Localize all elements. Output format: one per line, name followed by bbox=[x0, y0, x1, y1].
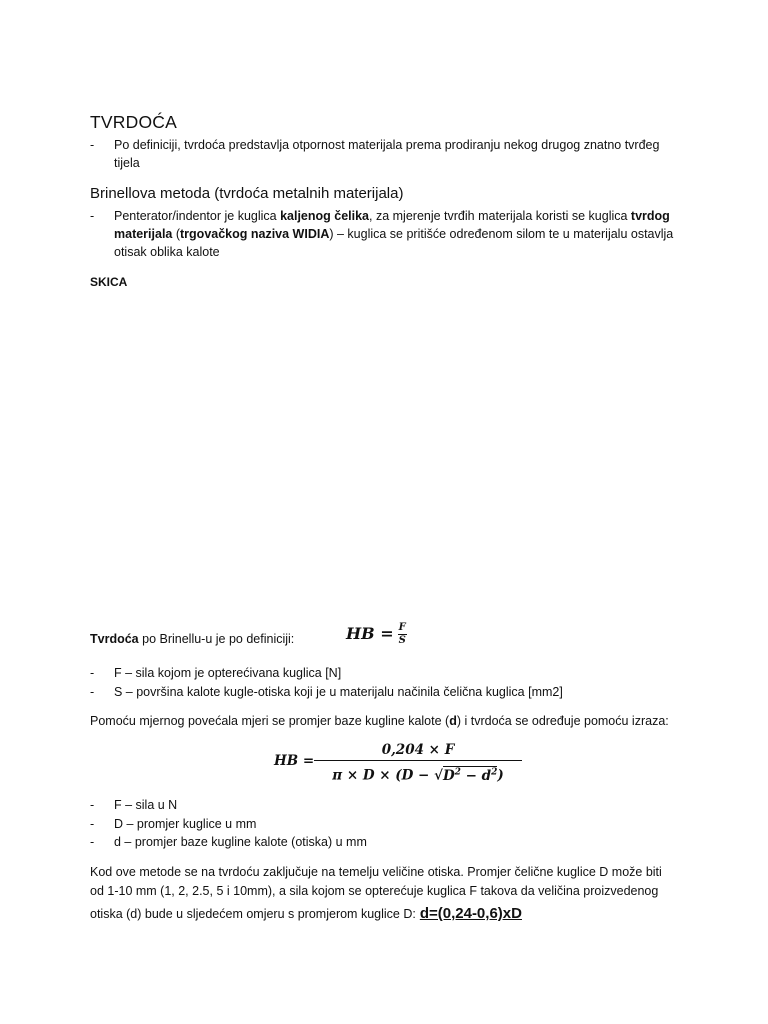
formula-numerator: 0,204 × F bbox=[314, 740, 522, 761]
measure-line bbox=[90, 712, 690, 730]
section-heading: Brinellova metoda (tvrdoća metalnih materijala) bbox=[90, 185, 404, 202]
bullet-dash: - bbox=[90, 138, 95, 152]
text-span: Pomoću mjernog povećala mjeri se promjer baze kugline kalote ( bbox=[90, 714, 450, 728]
bullet-dash: - bbox=[90, 666, 95, 680]
text-span: ( bbox=[172, 227, 181, 241]
bullet-dash: - bbox=[90, 817, 95, 831]
text-span: ) i tvrdoća se određuje pomoću izraza: bbox=[456, 714, 669, 728]
intro-text: Po definiciji, tvrdoća predstavlja otpornost materijala prema prodiranju nekog drugog znatno tvrđeg tijela bbox=[114, 138, 660, 170]
formula-hb-definition bbox=[346, 622, 407, 647]
bold-span: d bbox=[449, 714, 457, 728]
text-span: − d bbox=[460, 767, 492, 784]
bullet-dash: - bbox=[90, 685, 95, 699]
text-span: po Brinellu-u je po definiciji: bbox=[138, 632, 295, 646]
formula-denominator bbox=[314, 761, 522, 783]
text-span: (D − bbox=[395, 767, 435, 784]
bold-span: Tvrdoća bbox=[90, 632, 139, 646]
closing-line: Kod ove metode se na tvrdoću zaključuje na temelju veličine otiska. Promjer čelične kuglice D može biti bbox=[90, 865, 662, 879]
formula-denominator: S bbox=[398, 635, 406, 646]
closing-line-with-formula bbox=[90, 905, 690, 923]
text-span: ) – kuglica se pritišće određenom silom te u materijalu ostavlja otisak oblika kalote bbox=[114, 227, 674, 259]
def-bullet-text: F – sila kojom je opterećivana kuglica [N] bbox=[114, 666, 342, 680]
bold-span: trgovačkog naziva WIDIA bbox=[180, 227, 330, 241]
formula-lhs: HB = bbox=[274, 753, 315, 769]
ratio-formula: d=(0,24-0,6)xD bbox=[419, 905, 522, 922]
sketch-label: SKICA bbox=[90, 275, 128, 289]
formula-fraction bbox=[314, 740, 522, 783]
formula-fraction bbox=[398, 622, 407, 647]
page-title: TVRDOĆA bbox=[90, 112, 177, 132]
radicand bbox=[443, 766, 497, 784]
text-span: π × D × bbox=[332, 767, 396, 784]
bullet-dash: - bbox=[90, 209, 95, 223]
def-bullet-text: S – površina kalote kugle-otiska koji je u materijalu načinila čelična kuglica [mm2] bbox=[114, 685, 563, 699]
text-span: otiska (d) bude u sljedećem omjeru s promjerom kuglice D: bbox=[90, 907, 416, 921]
bold-span: kaljenog čelika bbox=[280, 209, 370, 223]
exponent: 2 bbox=[454, 767, 461, 777]
var-bullet-text: D – promjer kuglice u mm bbox=[114, 817, 257, 831]
text-span: , za mjerenje tvrđih materijala koristi se kuglica bbox=[369, 209, 631, 223]
bold-span: tvrdog materijala bbox=[114, 209, 670, 241]
bullet-dash: - bbox=[90, 835, 95, 849]
text-span: Penterator/indentor je kuglica bbox=[114, 209, 281, 223]
brinell-text bbox=[114, 207, 684, 261]
formula-lhs: HB = bbox=[346, 624, 394, 643]
exponent: 2 bbox=[491, 767, 498, 777]
closing-line: od 1-10 mm (1, 2, 2.5, 5 i 10mm), a sila kojom se opterećuje kuglica F takova da veličina proizvedenog bbox=[90, 884, 659, 898]
sqrt-symbol: √ bbox=[434, 767, 443, 784]
formula-numerator: F bbox=[398, 622, 406, 633]
text-span: D bbox=[442, 767, 455, 784]
var-bullet-text: d – promjer baze kugline kalote (otiska) u mm bbox=[114, 835, 367, 849]
text-span: ) bbox=[497, 767, 504, 784]
var-bullet-text: F – sila u N bbox=[114, 798, 178, 812]
bullet-dash: - bbox=[90, 798, 95, 812]
